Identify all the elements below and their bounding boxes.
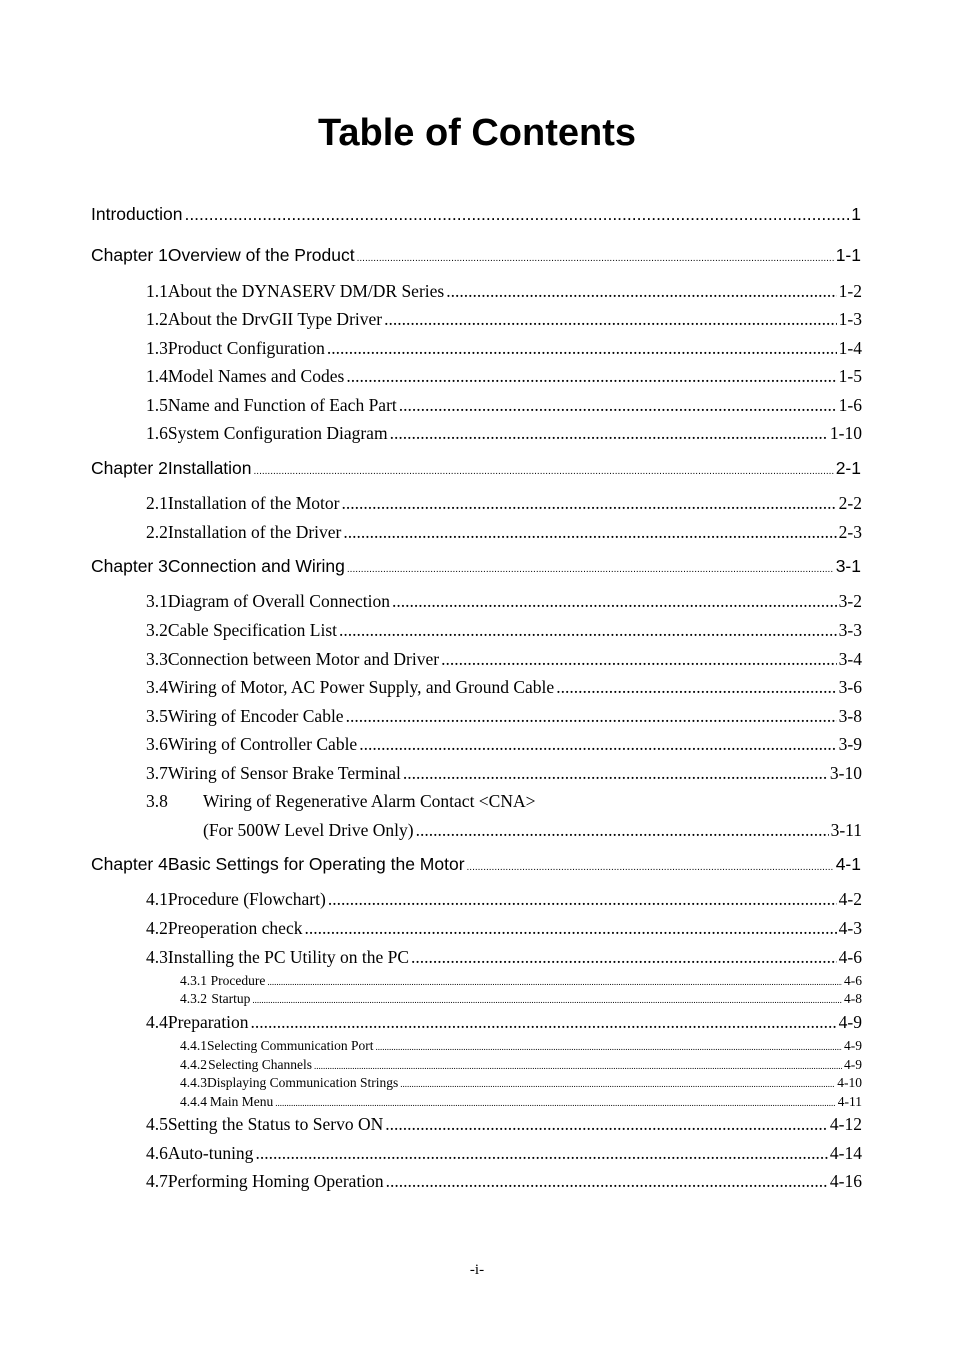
toc-chapter-2[interactable] xyxy=(91,458,861,479)
chapter-number: Chapter 2 xyxy=(91,458,168,478)
subsection-number: 4.3.2 xyxy=(180,991,207,1006)
section-number: 3.1 xyxy=(146,591,168,611)
section-label: System Configuration Diagram xyxy=(167,423,388,443)
section-page: 1-10 xyxy=(829,423,862,443)
chapter-label: Installation xyxy=(167,458,252,478)
dot-leader xyxy=(267,977,842,987)
section-page: 4-16 xyxy=(829,1171,862,1191)
dot-leader xyxy=(347,564,834,575)
chapter-number: Chapter 1 xyxy=(91,245,168,265)
section-label: Preparation xyxy=(167,1012,249,1032)
dot-leader xyxy=(251,1012,837,1033)
toc-section-4-6[interactable] xyxy=(146,1143,862,1164)
toc-section-3-1[interactable] xyxy=(146,591,862,612)
section-number: 4.6 xyxy=(146,1143,168,1163)
toc-section-1-4[interactable] xyxy=(146,366,862,387)
dot-leader xyxy=(400,1079,835,1089)
subsection-label: Selecting Channels xyxy=(208,1057,312,1072)
dot-leader xyxy=(375,1042,842,1052)
dot-leader xyxy=(275,1098,836,1108)
toc-section-1-5[interactable] xyxy=(146,395,862,416)
dot-leader xyxy=(252,995,842,1005)
subsection-page: 4-6 xyxy=(844,973,862,988)
toc-section-2-1[interactable] xyxy=(146,493,862,514)
section-number: 3.7 xyxy=(146,763,168,783)
section-label: Cable Specification List xyxy=(167,620,337,640)
section-label: Wiring of Encoder Cable xyxy=(167,706,344,726)
section-page: 4-2 xyxy=(838,889,862,909)
section-number: 1.1 xyxy=(146,281,168,301)
toc-section-1-6[interactable] xyxy=(146,423,862,444)
section-label-continued: (For 500W Level Drive Only) xyxy=(203,820,414,840)
chapter-label: Overview of the Product xyxy=(167,245,355,265)
dot-leader xyxy=(556,677,836,698)
section-number: 4.2 xyxy=(146,918,168,938)
chapter-label: Basic Settings for Operating the Motor xyxy=(167,854,465,874)
toc-section-3-4[interactable] xyxy=(146,677,862,698)
section-label: Wiring of Regenerative Alarm Contact <CNA> xyxy=(203,791,536,811)
section-number: 2.2 xyxy=(146,522,168,542)
dot-leader xyxy=(357,253,834,264)
section-number: 1.4 xyxy=(146,366,168,386)
subsection-label: Startup xyxy=(211,991,251,1006)
dot-leader xyxy=(392,591,837,612)
section-label: Installation of the Motor xyxy=(167,493,340,513)
section-label: Name and Function of Each Part xyxy=(167,395,397,415)
section-page: 3-6 xyxy=(838,677,862,697)
subsection-page: 4-9 xyxy=(844,1057,862,1072)
section-page: 1-2 xyxy=(838,281,862,301)
toc-subsection-4-3-1[interactable] xyxy=(180,973,862,989)
subsection-number: 4.4.3 xyxy=(180,1075,207,1090)
dot-leader xyxy=(384,309,837,330)
dot-leader xyxy=(343,522,836,543)
toc-chapter-3[interactable] xyxy=(91,556,861,577)
dot-leader xyxy=(341,493,836,514)
subsection-label: Displaying Communication Strings xyxy=(207,1075,399,1090)
section-number: 4.3 xyxy=(146,947,168,967)
toc-subsection-4-4-1[interactable] xyxy=(180,1038,862,1054)
dot-leader xyxy=(327,338,837,359)
chapter-number: Chapter 4 xyxy=(91,854,168,874)
subsection-number: 4.4.4 xyxy=(180,1094,207,1109)
dot-leader xyxy=(399,395,837,416)
dot-leader xyxy=(441,649,837,670)
section-label: Product Configuration xyxy=(167,338,325,358)
toc-subsection-4-4-2[interactable] xyxy=(180,1057,862,1073)
section-number: 4.5 xyxy=(146,1114,168,1134)
dot-leader xyxy=(411,947,837,968)
dot-leader xyxy=(328,889,837,910)
dot-leader xyxy=(390,423,828,444)
subsection-page: 4-8 xyxy=(844,991,862,1006)
subsection-number: 4.3.1 xyxy=(180,973,207,988)
section-page: 4-3 xyxy=(838,918,862,938)
dot-leader xyxy=(386,1171,828,1192)
toc-section-3-6[interactable] xyxy=(146,734,862,755)
dot-leader xyxy=(255,1143,827,1164)
toc-section-3-8-continued[interactable] xyxy=(203,820,862,841)
section-page: 1-3 xyxy=(838,309,862,329)
dot-leader xyxy=(314,1061,842,1071)
dot-leader xyxy=(446,281,836,302)
section-number: 3.4 xyxy=(146,677,168,697)
subsection-label: Procedure xyxy=(210,973,266,988)
chapter-page: 2-1 xyxy=(835,458,861,478)
dot-leader xyxy=(346,366,836,387)
section-number: 3.3 xyxy=(146,649,168,669)
section-number: 3.6 xyxy=(146,734,168,754)
subsection-page: 4-11 xyxy=(837,1094,862,1109)
section-page: 3-8 xyxy=(838,706,862,726)
section-page: 4-12 xyxy=(829,1114,862,1134)
toc-entry-page: 1 xyxy=(851,204,861,224)
section-number: 2.1 xyxy=(146,493,168,513)
dot-leader xyxy=(385,1114,828,1135)
toc-section-4-5[interactable] xyxy=(146,1114,862,1135)
toc-chapter-4[interactable] xyxy=(91,854,861,875)
dot-leader xyxy=(467,862,834,873)
toc-section-1-2[interactable] xyxy=(146,309,862,330)
chapter-page: 3-1 xyxy=(835,556,861,576)
section-page: 3-4 xyxy=(838,649,862,669)
subsection-page: 4-9 xyxy=(844,1038,862,1053)
chapter-page: 1-1 xyxy=(835,245,861,265)
section-label: Installing the PC Utility on the PC xyxy=(167,947,409,967)
toc-section-4-2[interactable] xyxy=(146,918,862,939)
toc-subsection-4-4-3[interactable] xyxy=(180,1075,862,1091)
toc-section-3-8[interactable] xyxy=(146,791,862,812)
section-number: 1.6 xyxy=(146,423,168,443)
section-page: 1-5 xyxy=(838,366,862,386)
section-number: 4.4 xyxy=(146,1012,168,1032)
dot-leader xyxy=(359,734,836,755)
toc-chapter-1[interactable] xyxy=(91,245,861,266)
toc-section-4-3[interactable] xyxy=(146,947,862,968)
section-label: Wiring of Motor, AC Power Supply, and Ground Cable xyxy=(167,677,555,697)
toc-section-3-5[interactable] xyxy=(146,706,862,727)
section-label: Preoperation check xyxy=(167,918,303,938)
toc-section-4-7[interactable] xyxy=(146,1171,862,1192)
section-page: 4-9 xyxy=(838,1012,862,1032)
section-page: 2-2 xyxy=(838,493,862,513)
subsection-number: 4.4.2 xyxy=(180,1057,207,1072)
section-page: 1-6 xyxy=(838,395,862,415)
chapter-label: Connection and Wiring xyxy=(167,556,345,576)
toc-section-4-1[interactable] xyxy=(146,889,862,910)
toc-section-1-1[interactable] xyxy=(146,281,862,302)
section-label: Setting the Status to Servo ON xyxy=(167,1114,384,1134)
section-label: Installation of the Driver xyxy=(167,522,342,542)
dot-leader xyxy=(304,918,836,939)
section-page: 3-9 xyxy=(838,734,862,754)
section-number: 3.8 xyxy=(146,791,168,811)
toc-subsection-4-3-2[interactable] xyxy=(180,991,862,1007)
page-number-footer: -i- xyxy=(469,1262,485,1278)
section-label: Performing Homing Operation xyxy=(167,1171,384,1191)
section-label: Wiring of Sensor Brake Terminal xyxy=(167,763,401,783)
section-number: 1.3 xyxy=(146,338,168,358)
toc-subsection-4-4-4[interactable] xyxy=(180,1094,862,1110)
toc-section-3-7[interactable] xyxy=(146,763,862,784)
dot-leader xyxy=(346,706,837,727)
section-label: Auto-tuning xyxy=(167,1143,254,1163)
dot-leader xyxy=(403,763,828,784)
subsection-page: 4-10 xyxy=(837,1075,862,1090)
section-page: 4-14 xyxy=(829,1143,862,1163)
dot-leader xyxy=(416,820,829,841)
section-number: 4.1 xyxy=(146,889,168,909)
toc-entry-label: Introduction xyxy=(91,204,183,224)
toc-section-4-4[interactable] xyxy=(146,1012,862,1033)
section-number: 1.5 xyxy=(146,395,168,415)
section-label: About the DYNASERV DM/DR Series xyxy=(167,281,445,301)
section-label: Connection between Motor and Driver xyxy=(167,649,440,669)
subsection-label: Main Menu xyxy=(209,1094,274,1109)
dot-leader xyxy=(339,620,837,641)
section-number: 1.2 xyxy=(146,309,168,329)
subsection-number: 4.4.1 xyxy=(180,1038,207,1053)
section-number: 4.7 xyxy=(146,1171,168,1191)
toc-section-3-3[interactable] xyxy=(146,649,862,670)
section-label: Procedure (Flowchart) xyxy=(167,889,326,909)
section-page: 3-2 xyxy=(838,591,862,611)
section-label: Model Names and Codes xyxy=(167,366,345,386)
section-number: 3.2 xyxy=(146,620,168,640)
chapter-number: Chapter 3 xyxy=(91,556,168,576)
section-label: Wiring of Controller Cable xyxy=(167,734,358,754)
toc-section-2-2[interactable] xyxy=(146,522,862,543)
section-page: 2-3 xyxy=(838,522,862,542)
dot-leader xyxy=(184,204,849,225)
page-title: Table of Contents xyxy=(317,112,637,154)
section-page: 3-3 xyxy=(838,620,862,640)
section-page: 3-10 xyxy=(829,763,862,783)
toc-section-1-3[interactable] xyxy=(146,338,862,359)
dot-leader xyxy=(254,466,834,477)
section-page: 4-6 xyxy=(838,947,862,967)
subsection-label: Selecting Communication Port xyxy=(207,1038,374,1053)
chapter-page: 4-1 xyxy=(835,854,861,874)
section-page: 3-11 xyxy=(830,820,862,840)
toc-section-3-2[interactable] xyxy=(146,620,862,641)
section-page: 1-4 xyxy=(838,338,862,358)
section-number: 3.5 xyxy=(146,706,168,726)
section-label: About the DrvGII Type Driver xyxy=(167,309,383,329)
toc-entry-introduction[interactable] xyxy=(91,204,861,225)
section-label: Diagram of Overall Connection xyxy=(167,591,390,611)
